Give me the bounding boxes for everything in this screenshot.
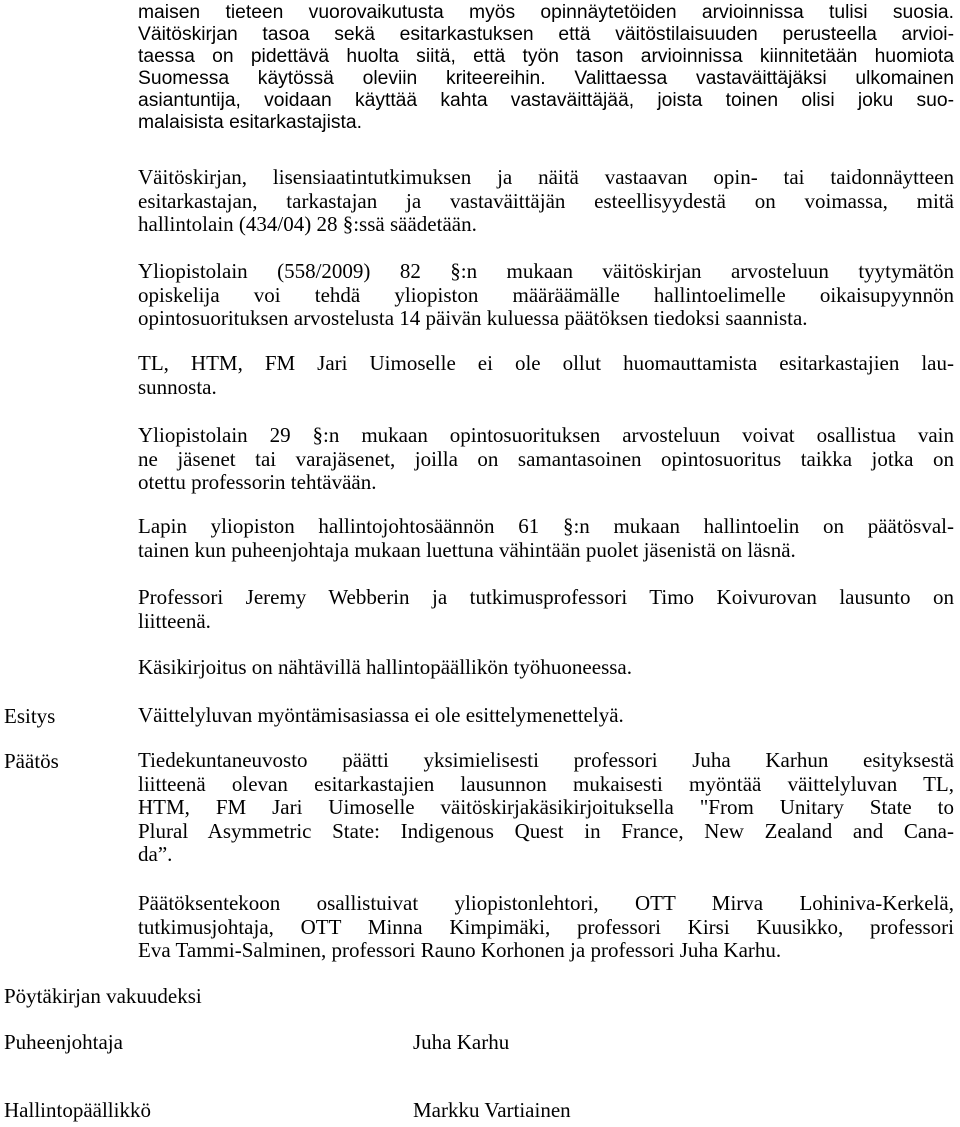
- paragraph-kasikirjoitus: [138, 656, 954, 680]
- paatos-label: Päätös: [4, 749, 59, 773]
- paragraph-lausunto: [138, 586, 954, 633]
- text-line: HTM, FM Jari Uimoselle väitöskirjakäsikirjoituksella "From Unitary State to: [138, 795, 954, 819]
- text-line: Professori Jeremy Webberin ja tutkimusprofessori Timo Koivurovan lausunto on: [138, 585, 954, 609]
- paragraph-esteellisyys: [138, 166, 954, 237]
- text-line: Plural Asymmetric State: Indigenous Quest in France, New Zealand and Cana-: [138, 818, 954, 843]
- text-line: taessa on pidettävä huolta siitä, että työn tason arvioinnissa kiinnitetään huomiota: [138, 46, 954, 67]
- text-line: tainen kun puheenjohtaja mukaan luettuna vähintään puolet jäsenistä on läsnä.: [138, 537, 796, 562]
- signature-heading: Pöytäkirjan vakuudeksi: [4, 984, 202, 1008]
- text-line: asiantuntija, voidaan käyttää kahta vastaväittäjää, joista toinen olisi joku suo-: [138, 90, 954, 111]
- esitys-label: Esitys: [4, 704, 56, 728]
- text-line: liitteenä olevan esitarkastajien lausunnon mukaisesti myöntää väittelyluvan TL,: [138, 771, 954, 796]
- text-line: maisen tieteen vuorovaikutusta myös opinnäytetöiden arvioinnissa tulisi suosia.: [138, 2, 954, 23]
- text-line: opiskelija voi tehdä yliopiston määräämälle hallintoelimelle oikaisupyynnön: [138, 282, 954, 307]
- paragraph-oikaisu: [138, 260, 954, 331]
- text-line: da”.: [138, 842, 173, 866]
- text-line: liitteenä.: [138, 608, 211, 633]
- admin-role: Hallintopäällikkö: [4, 1098, 151, 1122]
- text-line: sunnosta.: [138, 374, 217, 399]
- text-line: Väitöskirjan tasoa sekä esitarkastuksen että väitöstilaisuuden perusteella arvioi-: [138, 24, 954, 45]
- admin-name: Markku Vartiainen: [413, 1098, 571, 1122]
- text-line: Yliopistolain (558/2009) 82 §:n mukaan väitöskirjan arvosteluun tyytymätön: [138, 259, 954, 283]
- text-line: Päätöksentekoon osallistuivat yliopistonlehtori, OTT Mirva Lohiniva-Kerkelä,: [138, 891, 954, 915]
- paragraph-paatosvaltaisuus: [138, 515, 954, 562]
- paatos-text-block: [138, 749, 954, 867]
- text-line: otettu professorin tehtävään.: [138, 470, 377, 494]
- text-line: Yliopistolain 29 §:n mukaan opintosuorituksen arvosteluun voivat osallistua vain: [138, 423, 954, 447]
- esitys-text: Väittelyluvan myöntämisasiassa ei ole esittelymenettelyä.: [138, 703, 624, 727]
- esitys-text-block: [138, 704, 954, 728]
- text-line: opintosuorituksen arvostelusta 14 päivän kuluessa päätöksen tiedoksi saannista.: [138, 306, 808, 330]
- text-line: malaisista esitarkastajista.: [138, 112, 362, 133]
- intro-paragraph: [138, 2, 954, 134]
- chair-role: Puheenjohtaja: [4, 1030, 123, 1054]
- text-line: Väitöskirjan, lisensiaatintutkimuksen ja näitä vastaavan opin- tai taidonnäytteen: [138, 165, 954, 189]
- paragraph-arvostelu: [138, 424, 954, 495]
- text-line: TL, HTM, FM Jari Uimoselle ei ole ollut huomauttamista esitarkastajien lau-: [138, 351, 954, 375]
- text-line: Eva Tammi-Salminen, professori Rauno Korhonen ja professori Juha Karhu.: [138, 938, 782, 962]
- chair-name: Juha Karhu: [413, 1030, 510, 1054]
- paragraph: [138, 2, 954, 134]
- text-line: Lapin yliopiston hallintojohtosäännön 61 §:n mukaan hallintoelin on päätösval-: [138, 514, 954, 538]
- text-line: ne jäsenet tai varajäsenet, joilla on samantasoinen opintosuoritus taikka jotka on: [138, 446, 954, 471]
- text-line: Suomessa käytössä oleviin kriteereihin. Valittaessa vastaväittäjäksi ulkomainen: [138, 68, 954, 89]
- text-line: esitarkastajan, tarkastajan ja vastaväittäjän esteellisyydestä on voimassa, mitä: [138, 188, 954, 213]
- paragraph-huomautus: [138, 352, 954, 399]
- text-line: hallintolain (434/04) 28 §:ssä säädetään.: [138, 212, 477, 236]
- text-line: tutkimusjohtaja, OTT Minna Kimpimäki, professori Kirsi Kuusikko, professori: [138, 914, 954, 939]
- text-line: Käsikirjoitus on nähtävillä hallintopäällikön työhuoneessa.: [138, 655, 632, 679]
- participants-block: [138, 892, 954, 963]
- text-line: Tiedekuntaneuvosto päätti yksimielisesti professori Juha Karhun esityksestä: [138, 748, 954, 772]
